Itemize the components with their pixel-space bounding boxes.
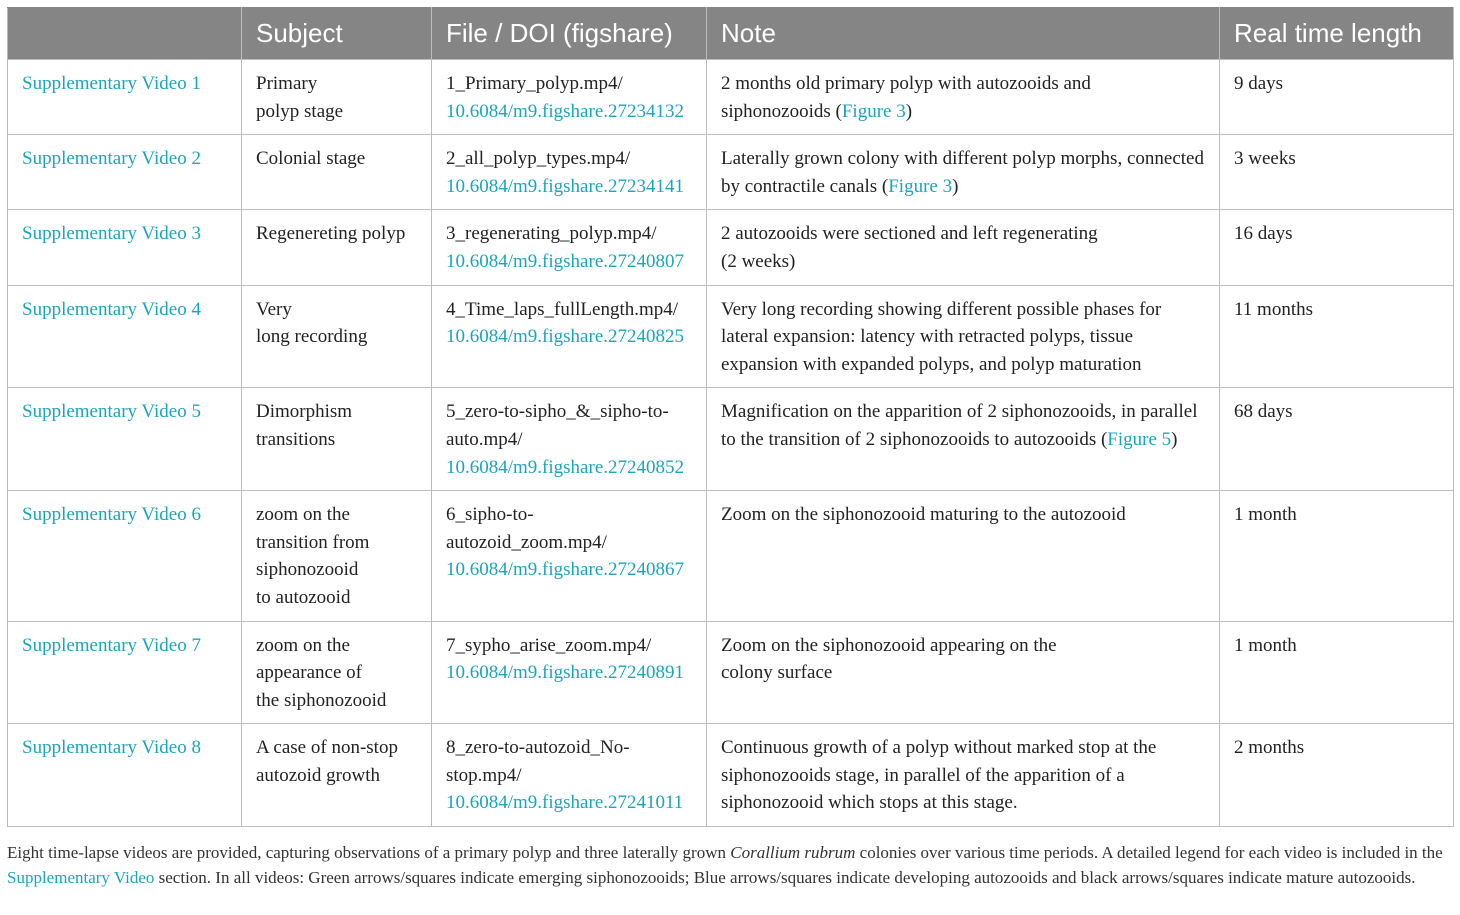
subject-line: appearance of — [256, 662, 363, 684]
length-cell — [1220, 724, 1454, 827]
caption-text-2: colonies over various time periods. A detailed legend for each video is included in the — [855, 843, 1443, 862]
note-line: (2 weeks) — [721, 250, 796, 272]
length-cell — [1220, 285, 1454, 388]
subject-cell — [242, 285, 432, 388]
file-name-line: 2_all_polyp_types.mp4/ — [446, 148, 631, 170]
video-cell — [8, 210, 242, 285]
caption-species: Corallium rubrum — [730, 843, 856, 862]
real-time-length: 68 days — [1234, 401, 1293, 423]
subject-cell — [242, 135, 432, 210]
doi-link[interactable]: 10.6084/m9.figshare.27240807 — [446, 250, 685, 272]
note-text-before: Laterally grown colony with different polyp morphs, connected by contractile canals ( — [721, 148, 1204, 197]
subject-line: Colonial stage — [256, 148, 366, 170]
doi-link[interactable]: 10.6084/m9.figshare.27240867 — [446, 559, 685, 581]
subject-cell — [242, 491, 432, 621]
note-line: 2 autozooids were sectioned and left regenerating — [721, 223, 1098, 245]
supplementary-video-link[interactable]: Supplementary Video 1 — [22, 73, 201, 94]
subject-line: transition from — [256, 531, 370, 553]
table-wrapper — [7, 7, 1453, 827]
subject-line: the siphonozooid — [256, 689, 387, 711]
file-doi-cell — [432, 621, 707, 724]
header-subject: Subject — [242, 8, 432, 60]
note-text — [721, 398, 1205, 453]
note-text — [721, 70, 1205, 125]
note-cell — [707, 491, 1220, 621]
table-row — [8, 135, 1454, 210]
video-cell — [8, 60, 242, 135]
real-time-length: 1 month — [1234, 634, 1297, 656]
note-text-after: ) — [952, 175, 959, 197]
file-name-line: 5_zero-to-sipho_&_sipho-to- — [446, 401, 669, 423]
table-row — [8, 210, 1454, 285]
subject-line: Very — [256, 298, 292, 320]
length-cell — [1220, 135, 1454, 210]
note-line: colony surface — [721, 662, 833, 684]
note-cell — [707, 210, 1220, 285]
figure-link[interactable]: Figure 3 — [841, 100, 906, 122]
length-cell — [1220, 210, 1454, 285]
note-cell — [707, 135, 1220, 210]
supplementary-video-link[interactable]: Supplementary Video 2 — [22, 148, 201, 170]
note-text-before: Magnification on the apparition of 2 siphonozooids, in parallel to the transition of 2 siphonozooids to autozooids ( — [721, 401, 1198, 450]
video-cell — [8, 724, 242, 827]
doi-link[interactable]: 10.6084/m9.figshare.27240891 — [446, 662, 685, 684]
note-line: Zoom on the siphonozooid maturing to the autozooid — [721, 504, 1126, 526]
note-cell — [707, 285, 1220, 388]
caption-text-3: section. In all videos: Green arrows/squares indicate emerging siphonozooids; Blue arrows/squares indicate developing autozooids and black arrows/squares indicate mature autozooids. — [154, 867, 1416, 887]
file-name-line: 3_regenerating_polyp.mp4/ — [446, 223, 657, 245]
table-caption — [7, 841, 1455, 890]
real-time-length: 2 months — [1234, 737, 1305, 759]
video-cell — [8, 285, 242, 388]
note-cell — [707, 724, 1220, 827]
doi-link[interactable]: 10.6084/m9.figshare.27240852 — [446, 456, 685, 478]
supplementary-video-link[interactable]: Supplementary Video 5 — [22, 401, 201, 423]
file-doi-cell — [432, 210, 707, 285]
subject-line: transitions — [256, 428, 336, 450]
file-name-line: 4_Time_laps_fullLength.mp4/ — [446, 298, 679, 320]
note-line: Continuous growth of a polyp without marked stop at the siphonozooids stage, in parallel of the apparition of a siphonozooid which stops at this stage. — [721, 737, 1157, 814]
note-line: Zoom on the siphonozooid appearing on the — [721, 634, 1057, 656]
header-file-doi: File / DOI (figshare) — [432, 8, 707, 60]
file-name-line: 8_zero-to-autozoid_No- — [446, 737, 630, 759]
real-time-length: 16 days — [1234, 223, 1293, 245]
note-cell — [707, 388, 1220, 491]
subject-line: Dimorphism — [256, 401, 353, 423]
caption-text-1: Eight time-lapse videos are provided, capturing observations of a primary polyp and three laterally grown — [7, 843, 731, 862]
table-row — [8, 724, 1454, 827]
supplementary-videos-table — [7, 7, 1454, 827]
figure-link[interactable]: Figure 3 — [888, 175, 953, 197]
supplementary-video-link[interactable]: Supplementary Video 8 — [22, 737, 201, 759]
table-row — [8, 621, 1454, 724]
table-body — [8, 60, 1454, 827]
supplementary-video-link[interactable]: Supplementary Video 4 — [22, 298, 201, 320]
file-doi-cell — [432, 724, 707, 827]
subject-cell — [242, 724, 432, 827]
figure-link[interactable]: Figure 5 — [1107, 428, 1172, 450]
subject-line: siphonozooid — [256, 559, 359, 581]
file-name-line: auto.mp4/ — [446, 428, 523, 450]
video-cell — [8, 388, 242, 491]
subject-line: to autozooid — [256, 586, 351, 608]
note-line: Very long recording showing different possible phases for lateral expansion: latency with retracted polyps, tissue expansion with expanded polyps, and polyp maturation — [721, 298, 1162, 375]
note-text-before: 2 months old primary polyp with autozooids and siphonozooids ( — [721, 73, 1091, 122]
table-row — [8, 285, 1454, 388]
table-row — [8, 388, 1454, 491]
subject-line: zoom on the — [256, 504, 350, 526]
header-real-time-length: Real time length — [1220, 8, 1454, 60]
file-name-line: 7_sypho_arise_zoom.mp4/ — [446, 634, 652, 656]
real-time-length: 1 month — [1234, 504, 1297, 526]
subject-line: A case of non-stop — [256, 737, 398, 759]
note-text — [721, 145, 1205, 200]
subject-cell — [242, 621, 432, 724]
file-doi-cell — [432, 388, 707, 491]
file-name-line: 6_sipho-to- — [446, 504, 534, 526]
video-cell — [8, 621, 242, 724]
file-name-line: autozoid_zoom.mp4/ — [446, 531, 607, 553]
subject-cell — [242, 60, 432, 135]
note-cell — [707, 621, 1220, 724]
length-cell — [1220, 388, 1454, 491]
real-time-length: 9 days — [1234, 73, 1284, 94]
subject-line: long recording — [256, 326, 368, 348]
file-name-line: stop.mp4/ — [446, 764, 522, 786]
doi-link[interactable]: 10.6084/m9.figshare.27234132 — [446, 100, 685, 122]
file-doi-cell — [432, 285, 707, 388]
real-time-length: 3 weeks — [1234, 148, 1296, 170]
table-header-row — [8, 8, 1454, 60]
length-cell — [1220, 621, 1454, 724]
real-time-length: 11 months — [1234, 298, 1313, 320]
video-cell — [8, 491, 242, 621]
header-video — [8, 8, 242, 60]
note-cell — [707, 60, 1220, 135]
file-doi-cell — [432, 60, 707, 135]
doi-link[interactable]: 10.6084/m9.figshare.27241011 — [446, 792, 684, 814]
subject-line: Regenereting polyp — [256, 223, 406, 245]
subject-line: Primary — [256, 73, 318, 94]
supplementary-video-link[interactable]: Supplementary Video 7 — [22, 634, 201, 656]
table-row — [8, 491, 1454, 621]
subject-cell — [242, 210, 432, 285]
caption-supplementary-link[interactable]: Supplementary Video — [7, 867, 155, 887]
file-doi-cell — [432, 135, 707, 210]
subject-line: zoom on the — [256, 634, 350, 656]
length-cell — [1220, 491, 1454, 621]
supplementary-video-link[interactable]: Supplementary Video 3 — [22, 223, 201, 245]
length-cell — [1220, 60, 1454, 135]
note-text-after: ) — [905, 100, 913, 122]
subject-line: polyp stage — [256, 100, 344, 122]
video-cell — [8, 135, 242, 210]
file-doi-cell — [432, 491, 707, 621]
doi-link[interactable]: 10.6084/m9.figshare.27240825 — [446, 326, 685, 348]
subject-line: autozoid growth — [256, 764, 381, 786]
file-name-line: 1_Primary_polyp.mp4/ — [446, 73, 623, 94]
supplementary-video-link[interactable]: Supplementary Video 6 — [22, 504, 201, 526]
table-row — [8, 60, 1454, 135]
header-note: Note — [707, 8, 1220, 60]
note-text-after: ) — [1171, 428, 1178, 450]
doi-link[interactable]: 10.6084/m9.figshare.27234141 — [446, 175, 685, 197]
subject-cell — [242, 388, 432, 491]
